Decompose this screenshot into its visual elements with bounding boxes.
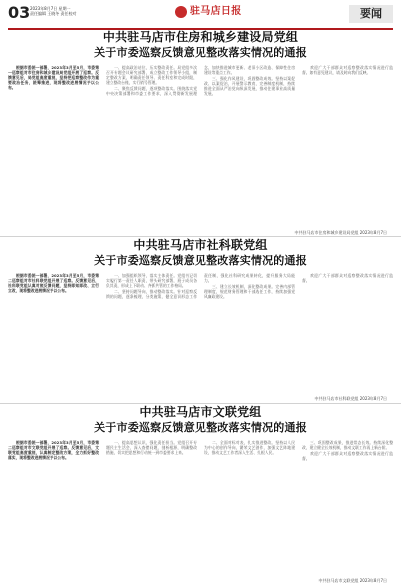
article-signature: 中共驻马店市社科联党组 2023年8月7日 bbox=[314, 396, 387, 401]
article-paragraph: 三、建立长效机制，深化整改成果。完善内部管理制度，规范财务管理和干部选任工作，持续加强党风廉政建设。 bbox=[204, 284, 295, 299]
article-paragraph: 根据市委统一部署，2023年3月至5月，市委第二巡察组对市文联党组开展了巡察。反馈意见后，文联党组高度重视，认真制定整改方案，全力抓好整改落实，现将整改进展情况予以公布。 bbox=[8, 440, 99, 460]
article-signature: 中共驻马店市文联党组 2023年8月7日 bbox=[318, 578, 387, 583]
newspaper-masthead bbox=[175, 5, 253, 19]
article-title: 中共驻马店市社科联党组 bbox=[133, 238, 268, 252]
article-paragraph: 欢迎广大干部群众对巡察整改落实情况进行监督。如有意见建议，请及时向我们反映。 bbox=[302, 65, 393, 75]
article-housing-bureau bbox=[8, 30, 393, 240]
article-columns bbox=[8, 440, 393, 585]
article-body bbox=[8, 273, 393, 403]
article-body bbox=[8, 440, 393, 585]
article-subtitle: 关于市委巡察反馈意见整改落实情况的通报 bbox=[94, 421, 307, 434]
article-paragraph: 欢迎广大干部群众对巡察整改落实情况进行监督。 bbox=[302, 451, 393, 461]
article-title: 中共驻马店市文联党组 bbox=[139, 405, 262, 419]
article-paragraph: 三、强化作风建设，巩固整改成效。坚持以案促改、以案促治，开展警示教育，完善制度机制，持续推进全面从严治党向纵深发展，推动住建事业高质量发展。 bbox=[204, 76, 295, 96]
article-columns bbox=[8, 65, 393, 237]
issue-meta bbox=[30, 6, 77, 16]
article-body bbox=[8, 65, 393, 237]
editor-info: 责任编辑 王晓冬 责任校对 bbox=[30, 11, 77, 16]
article-paragraph: 二、全面对标对表，扎实推进整改。坚持以人民为中心的创作导向，繁荣文艺创作，加强文艺阵地建设，推动文艺工作者深入生活、扎根人民。 bbox=[204, 440, 295, 455]
article-title: 中共驻马店市住房和城乡建设局党组 bbox=[102, 30, 299, 44]
article-paragraph: 根据市委统一部署，2023年3月至5月，市委第一巡察组对市住房和城乡建设局党组开展了巡察。反馈意见后，局党组高度重视，坚持把巡察整改作为重要政治任务，统筹推进，现将整改进展情况予以公布。 bbox=[8, 65, 99, 90]
page-number: 03 bbox=[8, 3, 31, 22]
article-subtitle: 关于市委巡察反馈意见整改落实情况的通报 bbox=[94, 254, 307, 267]
article-divider bbox=[0, 403, 401, 404]
article-paragraph: 一、提高思想认识，强化责任担当。党组召开专题民主生活会，深入查摆问题，剖析根源，明确整改措施，切实把思想和行动统一到市委要求上来。 bbox=[106, 440, 197, 455]
article-social-sciences bbox=[8, 238, 393, 403]
article-paragraph: 一、加强组织领导，落实主体责任。党组书记切实履行第一责任人职责，带头研究部署，班子成员各负其责，形成上下联动、齐抓共管的工作格局。 bbox=[106, 273, 197, 288]
article-paragraph: 一、提高政治站位，压实整改责任。局党组多次召开专题会议研究部署，成立整改工作领导小组，制定整改方案，明确责任领导、责任科室和完成时限，建立整改台账，实行销号管理。 bbox=[106, 65, 197, 85]
section-label: 要闻 bbox=[349, 5, 393, 23]
article-paragraph: 三、巩固整改成果，推进常态长效。持续深化整改，建立健全长效机制，推动文联工作再上新台阶。 bbox=[302, 440, 393, 450]
article-subtitle: 关于市委巡察反馈意见整改落实情况的通报 bbox=[94, 46, 307, 59]
article-columns bbox=[8, 273, 393, 403]
article-signature: 中共驻马店市住房和城乡建设局党组 2023年8月7日 bbox=[294, 230, 387, 235]
issue-date: 2023年8月7日 星期一 bbox=[30, 6, 71, 11]
article-paragraph: 二、坚持问题导向，推动整改落实。针对巡察反馈的问题，逐条梳理，分类施策，健全意识形态工作责任制，强化社科研究成果转化，提升服务大局能力。 bbox=[106, 273, 295, 299]
article-divider bbox=[0, 236, 401, 237]
newspaper-header bbox=[8, 4, 393, 30]
article-paragraph: 欢迎广大干部群众对巡察整改落实情况进行监督。 bbox=[302, 273, 393, 283]
article-paragraph: 根据市委统一部署，2023年3月至5月，市委第二巡察组对市社科联党组开展了巡察。反馈意见后，社科联党组认真对照反馈问题，坚持即知即改、立行立改，现将整改进展情况予以公布。 bbox=[8, 273, 99, 293]
newspaper-logo-icon bbox=[175, 6, 187, 18]
article-paragraph: 二、聚焦反馈问题，逐项整改落实。围绕落实党中央决策部署和市委工作要求，深入贯彻新发展理念，加快推进城市更新、老旧小区改造、保障性住房建设等重点工作。 bbox=[106, 65, 295, 96]
article-literature-art bbox=[8, 405, 393, 582]
newspaper-name: 驻马店日报 bbox=[190, 6, 242, 17]
